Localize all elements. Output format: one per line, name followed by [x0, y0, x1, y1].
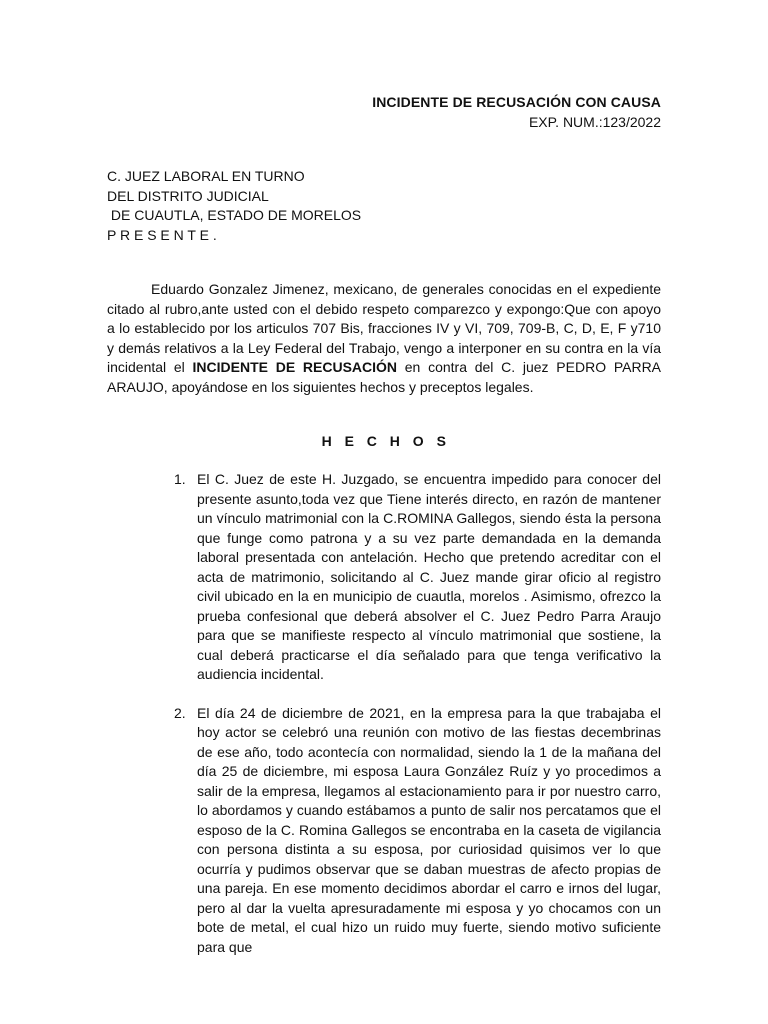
- case-number: EXP. NUM.:123/2022: [528, 114, 661, 130]
- addressee-line: DE CUAUTLA, ESTADO DE MORELOS: [107, 207, 362, 223]
- addressee-line: C. JUEZ LABORAL EN TURNO: [107, 168, 305, 184]
- intro-bold-text: INCIDENTE DE RECUSACIÓN: [192, 359, 398, 375]
- addressee-line: DEL DISTRITO JUDICIAL: [107, 187, 269, 204]
- fact-item: [167, 470, 661, 685]
- addressee-block: [107, 167, 361, 245]
- document-header: [372, 92, 661, 132]
- fact-number: 1.: [174, 471, 186, 487]
- fact-item: [167, 704, 661, 958]
- intro-paragraph: [107, 280, 661, 397]
- intro-text-after: en contra del C. juez PEDRO PARRA ARAUJO, apoyándose en los siguientes hechos y preceptos legales.: [107, 359, 662, 395]
- intro-text-before: Eduardo Gonzalez Jimenez, mexicano, de generales conocidas en el expediente citado al rubro,ante usted con el debido respeto comparezco y expongo:Que con apoyo a lo establecido por los articulos 707 Bis, fracciones IV y VI, 709, 709-B, C, D, E, F y710 y demás relativos a la Ley Federal del Trabajo, vengo a interponer en su contra en la vía incidental el: [107, 281, 661, 375]
- document-title: INCIDENTE DE RECUSACIÓN CON CAUSA: [372, 94, 661, 110]
- presente-line: P R E S E N T E .: [107, 226, 217, 243]
- fact-text: El día 24 de diciembre de 2021, en la empresa para la que trabajaba el hoy actor se celebró una reunión con motivo de las fiestas decembrinas de ese año, todo acontecía con normalidad, siendo la 1 de la mañana del día 25 de diciembre, mi esposa Laura González Ruíz y yo procedimos a salir de la empresa, llegamos al estacionamiento para ir por nuestro carro, lo abordamos y cuando estábamos a punto de salir nos percatamos que el esposo de la C. Romina Gallegos se encontraba en la caseta de vigilancia con persona distinta a su esposa, por curiosidad quisimos ver lo que ocurría y pudimos observar que se daban muestras de afecto propias de una pareja. En ese momento decidimos abordar el carro e irnos del lugar, pero al dar la vuelta apresuradamente mi esposa y yo chocamos con un bote de metal, el cual hizo un ruido muy fuerte, siendo motivo suficiente para que: [197, 704, 661, 955]
- fact-number: 2.: [174, 704, 186, 721]
- fact-text: El C. Juez de este H. Juzgado, se encuentra impedido para conocer del presente asunto,toda vez que Tiene interés directo, en razón de mantener un vínculo matrimonial con la C.ROMINA Gallegos, siendo ésta la persona que funge como patrona y a su vez parte demandada en la demanda laboral presentada con antelación. Hecho que pretendo acreditar con el acta de matrimonio, solicitando al C. Juez mande girar oficio al registro civil ubicado en la en municipio de cuautla, morelos . Asimismo, ofrezco la prueba confesional que deberá absolver el C. Juez Pedro Parra Araujo para que se manifieste respecto al vínculo matrimonial que sostiene, la cual deberá practicarse el día señalado para que tenga verificativo la audiencia incidental.: [197, 471, 661, 682]
- facts-list: [167, 470, 661, 957]
- section-heading-hechos: H E C H O S: [321, 433, 451, 449]
